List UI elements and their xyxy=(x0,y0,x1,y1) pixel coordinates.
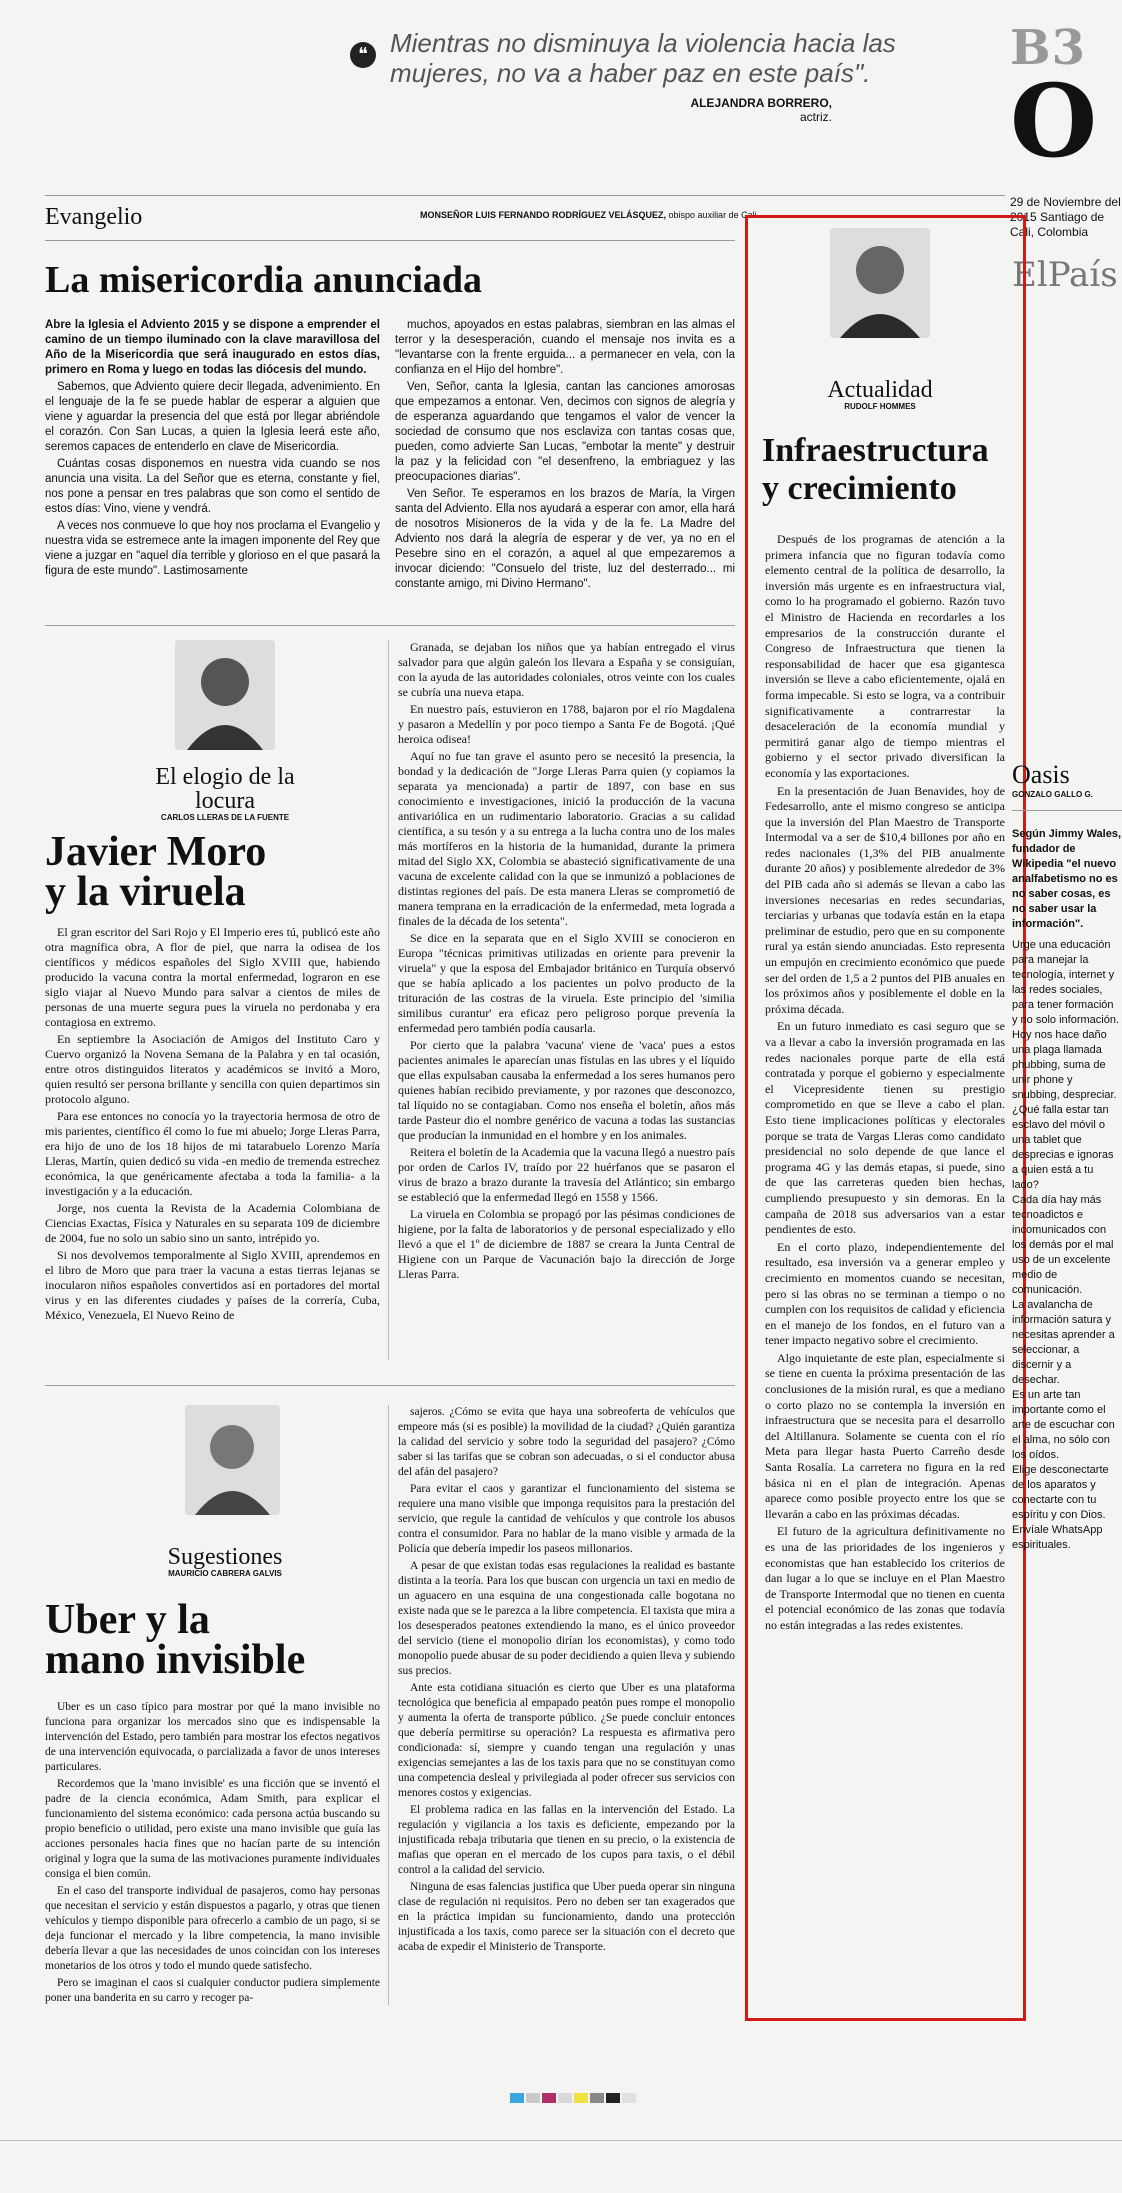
color-swatch xyxy=(590,2093,604,2103)
evangelio-col-2: muchos, apoyados en estas palabras, siembran en las almas el terror y la desesperación, cuando el mensaje nos invita es a "levantarse con la frente erguida... a permanecer en vela, con la confianza en el Hijo del hombre". Ven, Señor, canta la Iglesia, cantan las canciones amorosas que empezamos a entonar. Ven, decimos con signos de alegría y de esperanza aguardando que tengamos el valor de vencer la sociedad de consumo que nos esclaviza con tantas cosas que, pueden, como advierte San Lucas, "embotar la mente" y destruir la paz y la felicidad con "el desenfreno, la embriaguez y las preocupaciones diarias". Ven Señor. Te esperamos en los brazos de María, la Virgen santa del Adviento. Ella nos ayudará a esperar con amor, ella hará de nosotros Misioneros de la vida y de la fe. La Madre del Adviento nos dará la alegría de esperar y de ver, ya no en el Pesebre sino en el corazón, a aquel al que empezaremos a invocar diciendo: "Consuelo del triste, luz del desterrado... mi constante amigo, mi Divino Hermano". xyxy=(395,319,735,590)
oasis-body: Urge una educación para manejar la tecnología, internet y las redes sociales, para tener formación y no solo información. Hoy nos hace daño una plaga llamada phubbing, suma de unir phone y snubbing, despreciar. ¿Qué falla estar tan esclavo del móvil o una tablet que desprecias e ignoras a quien está a tu lado? Cada día hay más tecnoadictos e incomunicados con los demás por el mal uso de un excelente medio de comunicación. La avalancha de información satura y necesitas aprender a seleccionar, a discernir y a desechar. Es un arte tan importante como el arte de escuchar con el alma, no sólo con los oídos. Elige desconectarte de los aparatos y conectarte con tu espíritu y con Dios. Envíale WhatsApp espirituales. xyxy=(1012,939,1119,1551)
quote-icon: ❝ xyxy=(350,42,376,68)
page-logo xyxy=(1010,20,1122,180)
footer-divider xyxy=(0,2140,1122,2141)
sugestiones-col-2: sajeros. ¿Cómo se evita que haya una sobreoferta de vehículos que empeore más (si es posible) la movilidad de la ciudad? ¿Quién garantiza la calidad del servicio y sobre todo la seguridad del pasajero? ¿Cómo saber si las tarifas que se cobran son adecuadas, o si el conductor abusa del afán del pasajero? Para evitar el caos y garantizar el funcionamiento del sistema se requiere una mano visible que imponga requisitos para la prestación del servicio, que regule la cantidad de vehículos y que controle los abusos contra el consumidor. Para no hablar de la mano visible y armada de la Policía que debería impedir los paseos millonarios. A pesar de que existan todas esas regulaciones la realidad es bastante distinta a la teoría. Para los que buscan con urgencia un taxi en medio de un aguacero en una esquina de una congestionada calle bogotana no existe nada que se le parezca a la libre competencia. El taxista que mira a los desesperados peatones extendiendo la mano, es el único proveedor del servicio (tiene el monopolio dirían los economistas), y como todo monopolio puede abusar de su poder decidiendo a quien lleva y subiendo sus precios. Ante esta cotidiana situación es cierto que Uber es una plataforma tecnológica que beneficia al empapado peatón pues rompe el monopolio y aumenta la oferta de transporte público. ¿Se puede concluir entonces que debería permitirse su operación? La respuesta es afirmativa pero condicionada: sí, siempre y cuando tengan una regulación y unas exigencias semejantes a las de los taxis para que no se constituyan como una competencia desleal y privilegiada al poder ofrecer sus servicios con menores costos y exigencias. El problema radica en las fallas en la intervención del Estado. La regulación y vigilancia a los taxis es deficiente, empezando por la injustificada rebaja tributaria que tienen en su precio, o la existencia de mafias que operan en el mercado de los cupos para taxis, o el débil control a la calidad del servicio. Ninguna de esas falencias justifica que Uber pueda operar sin ninguna clase de regulación ni requisitos. Pero no deben ser tan exagerados que en la práctica impidan su funcionamiento, dando una protección injustificada a los taxis, como parece ser la situación con el decreto que acaba de expedir el Ministerio de Transporte. xyxy=(398,1406,735,1953)
oasis-author: GONZALO GALLO G. xyxy=(1012,790,1093,799)
color-swatch xyxy=(542,2093,556,2103)
actualidad-column-name: Actualidad xyxy=(827,377,933,403)
color-swatch xyxy=(558,2093,572,2103)
evangelio-divider xyxy=(45,240,735,241)
sugestiones-title: Uber y la mano invisible xyxy=(45,1597,306,1683)
actualidad-title: Infraestructura y crecimiento xyxy=(762,432,989,507)
author-photo-hommes xyxy=(830,228,930,338)
elogio-column-name: El elogio de la locura xyxy=(155,764,295,814)
oasis-quote: Según Jimmy Wales, fundador de Wikipedia "el nuevo analfabetismo no es no saber cosas, es no saber usar la información". xyxy=(1012,828,1122,930)
quote-author xyxy=(690,96,832,124)
dateline: 29 de Noviembre del 2015 Santiago de Cali, Colombia xyxy=(1010,195,1121,239)
actualidad-body: Después de los programas de atención a la primera infancia que no figuran todavía como elemento central de la política de desarrollo, la inversión más urgente es en infraestructura vial, como lo ha programado el gobierno. Razón tuvo el Ministro de Hacienda en recordarles a los empresarios de la construcción durante el Congreso de Infraestructura que tienen la responsabilidad de hacer que esa gigantesca inversión se lleve a cabo eficientemente, ojalá en forma impecable. Si esto se logra, va a contribuir significativamente a contrarrestar la desaceleración de la economía mundial y permitirá ganar algo de tiempo mientras el gobierno y el sector privado diversifican la economía y las exportaciones. En la presentación de Juan Benavides, hoy de Fedesarrollo, ante el mismo congreso se anticipa que la inversión del Plan Maestro de Transporte Intermodal va a ser de $10,4 billones por año en redes nacionales (1,3% del PIB anualmente durante 20 años) y posiblemente alrededor de 3% del PIB cada año si además se llevan a cabo las inversiones necesarias en redes secundarias, terciarias y urbanas que todavía están en la etapa preliminar de estudio, pero que en su componente rural ya están siendo anunciadas. Esto representa un empujón en crecimiento económico que puede ser del orden de 1,5 a 2 puntos del PIB anuales en los próximos años y posiblemente el doble en la próxima década. En un futuro inmediato es casi seguro que se va a llevar a cabo la inversión programada en las redes nacionales porque parte de ella está contratada y porque el gobierno y especialmente el Vicepresidente tienen su prestigio comprometido en que se lleve a cabo el plan. Esto tiene implicaciones políticas y electorales porque se trata de Vargas Lleras como candidato presidencial no solo depende de que lance el programa 4G y las demás etapas, si puede, sino de que las carreteras queden bien hechas, cumpliendo presupuesto y sin demoras. En la campaña de 2018 sus adversarios van a estar pendientes de esto. En el corto plazo, independientemente del resultado, esa inversión va a generar empleo y crecimiento en momentos cuando se necesitan, pero si las obras no se terminan a tiempo o no cumplen con los requisitos de calidad y eficiencia en el manejo de los fondos, en el futuro van a tener impacto negativo sobre el crecimiento. Algo inquietante de este plan, especialmente si se tiene en cuenta la próxima presentación de las conclusiones de la misión rural, es que a mediano o corto plazo no se contempla la inversión en infraestructura que se necesita para el desarrollo del Altillanura. Solamente se cuenta con el río Meta para llegar hasta Puerto Carreño desde Santa Rosalía. La carretera no figura en la red básica ni en el plan de integración. Apenas aparece como posible proyecto entre los que se llevarán a cabo en las próximas décadas. El futuro de la agricultura definitivamente no es una de las prioridades de los ingenieros y economistas que han establecido los criterios de dan lugar a lo que se incluye en el Plan Maestro de Transporte Intermodal que no tienen en cuenta el potencial económico de las zonas que todavía no están integradas a las redes existentes. xyxy=(765,532,1005,1632)
color-swatch xyxy=(622,2093,636,2103)
color-swatch xyxy=(606,2093,620,2103)
portrait-icon xyxy=(830,228,930,338)
column-divider xyxy=(388,1405,389,2005)
section-evangelio: Evangelio xyxy=(45,204,143,230)
evangelio-byline: MONSEÑOR LUIS FERNANDO RODRÍGUEZ VELÁSQUEZ, obispo auxiliar de Cali xyxy=(420,210,757,220)
brand-logo: ElPaís xyxy=(1012,255,1118,295)
sugestiones-author: MAURICIO CABRERA GALVIS xyxy=(168,1569,282,1578)
page-letter: O xyxy=(1010,62,1098,180)
oasis-column xyxy=(1012,760,1122,1553)
header-quote-text: Mientras no disminuya la violencia hacia las mujeres, no va a haber paz en este país". xyxy=(390,28,896,88)
elogio-title: Javier Moro y la viruela xyxy=(45,829,267,915)
author-photo-lleras xyxy=(175,640,275,750)
page-code: B3 xyxy=(1010,20,1086,76)
sugestiones-column-name: Sugestiones xyxy=(167,1544,283,1570)
evangelio-lead: Abre la Iglesia el Adviento 2015 y se dispone a emprender el camino de un tiempo iluminado con la clave maravillosa del Año de la Misericordia que será inaugurado en estos días, primero en Roma y luego en todas las diócesis del mundo. xyxy=(45,319,380,376)
evangelio-title: La misericordia anunciada xyxy=(45,259,483,301)
quote-author-name: ALEJANDRA BORRERO, xyxy=(690,96,832,110)
oasis-column-name: Oasis xyxy=(1012,760,1070,789)
elogio-label xyxy=(135,765,315,822)
portrait-icon xyxy=(175,640,275,750)
oasis-divider xyxy=(1012,810,1122,811)
section-divider xyxy=(45,625,735,626)
evangelio-col-1: Abre la Iglesia el Adviento 2015 y se dispone a emprender el camino de un tiempo iluminado con la clave maravillosa del Año de la Misericordia que será inaugurado en estos días, primero en Roma y luego en todas las diócesis del mundo. Sabemos, que Adviento quiere decir llegada, advenimiento. En el lenguaje de la fe se puede hablar de esperar a alguien que viene y aguardar la presencia del que está por llegar abriéndole el corazón. Con San Lucas, a quien la Iglesia leerá este año, seremos capaces de entenderlo en clave de Misericordia. Cuántas cosas disponemos en nuestra vida cuando se nos anuncia una visita. La del Señor que es eterna, constante y fiel, nos pone a pensar en tres palabras que son como el sentido de estos días: Vino, viene y vendrá. A veces nos conmueve lo que hoy nos proclama el Evangelio y nuestra vida se estremece ante la imagen imponente del Rey que viene a juzgar en "aquel día terrible y glorioso en el que pasará la figura de este mundo". Lastimosamente xyxy=(45,319,380,577)
color-swatch xyxy=(574,2093,588,2103)
elogio-col-1: El gran escritor del Sari Rojo y El Imperio eres tú, publicó este año otra magnífica obra, A flor de piel, que narra la odisea de los científicos y médicos españoles del Siglo XVIII que, habiendo producido la vacuna contra la mortal enfermedad, lograron en ese siglo viajar al Nuevo Mundo para salvar a cientos de miles de personas de una muerte segura pues la viruela no perdonaba y era contagiosa en extremo. En septiembre la Asociación de Amigos del Instituto Caro y Cuervo organizó la Novena Semana de la Palabra y en tal ocasión, entre otros distinguidos literatos y académicos se invitó a Moro, quien resultó ser persona brillante y sencilla con quien departimos sin protocolo alguno. Para ese entonces no conocía yo la trayectoria hermosa de otro de mis parientes, científico él como lo fue mi abuelo; Jorge Lleras Parra, era hijo de uno de los 18 hijos de mi tatarabuelo Lorenzo María Lleras, Martín, quien dedicó su vida -en medio de tremenda estrechez económica, la que genéricamente afectaba a toda la familia- a la investigación y a la educación. Jorge, nos cuenta la Revista de la Academia Colombiana de Ciencias Exactas, Física y Naturales en su separata 109 de diciembre de 2004, fue no solo un sabio sino un santo, intrépido yo. Si nos devolvemos temporalmente al Siglo XVIII, aprendemos en el libro de Moro que para traer la vacuna a estas tierras lejanas se inocularon niños españoles convertidos así en portadores del mortal virus y en las diferentes ciudades y países de la correría, Cuba, México, Venezuela, El Nuevo Reino de xyxy=(45,925,380,1322)
quote-author-role: actriz. xyxy=(799,110,832,124)
sugestiones-label xyxy=(135,1545,315,1578)
portrait-icon xyxy=(185,1405,280,1515)
actualidad-label xyxy=(780,378,980,411)
color-swatch xyxy=(526,2093,540,2103)
author-photo-cabrera xyxy=(185,1405,280,1515)
color-swatch xyxy=(510,2093,524,2103)
header-divider xyxy=(45,195,1005,196)
header-quote xyxy=(330,20,930,100)
elogio-author: CARLOS LLERAS DE LA FUENTE xyxy=(160,813,290,822)
section-divider xyxy=(45,1385,735,1386)
column-divider xyxy=(388,640,389,1360)
color-registration-bar xyxy=(510,2090,638,2108)
elogio-col-2: Granada, se dejaban los niños que ya habían entregado el virus salvador para que algún galeón los llevara a España y se consiguían, con la ayuda de las autoridades coloniales, otros veinte con los cuales se cubría una nueva etapa. En nuestro país, estuvieron en 1788, bajaron por el río Magdalena y pasaron a Medellín y por poco tiempo a Santa Fe de Bogotá. ¡Qué heroica odisea! Aquí no fue tan grave el asunto pero se necesitó la presencia, la bondad y la dedicación de "Jorge Lleras Parra quien (y copiamos la separata ya mencionada) a partir de 1897, con base en sus conocimiento e investigaciones, inició la producción de la vacuna antivariólica en un rudimentario laboratorio. Gracias a su calidad científica, a su tesón y a su entrega a la lucha contra uno de los males más mortíferos en la historia de la humanidad, durante la primera mitad del Siglo XX, Colombia se abasteció significativamente de una vacuna de excelente calidad con la que se inmunizó a poblaciones de distintas regiones del país. De esta manera Lleras se comprometió de manera temprana en la erradicación de la enfermedad, meta lograda a finales de la década de los setenta". Se dice en la separata que en el Siglo XVIII se conocieron en Europa "técnicas primitivas utilizadas en oriente para prevenir la viruela" y que la esposa del Embajador británico en Turquía observó que se había aplicado a los pacientes un polvo producto de la trituración de las costras de la viruela. Este principio del 'similia similibus curantur' era eficaz pero peligroso porque prevenía la enfermedad pero también podía causarla. Por cierto que la palabra 'vacuna' viene de 'vaca' pues a estos pacientes animales le aparecían unas fístulas en las ubres y el líquido que ellas expulsaban causaba la enfermedad a los seres humanos pero quienes habían recibido previamente, y por razones que desconozco, tal líquido no se contagiaban. Como nos enseña el boletín, años más tarde Pasteur dio el nombre genérico de vacuna a todas las sustancias que producían la inmunidad en el hombre y en los animales. Reitera el boletín de la Academia que la vacuna llegó a nuestro país por orden de Carlos IV, traído por 22 huérfanos que se pasaron el virus de brazo a brazo durante la travesía del Atlántico; sin embargo se estableció que la enfermedad llegó en 1558 y 1566. La viruela en Colombia se propagó por las pésimas condiciones de higiene, por la falta de laboratorios y de personal especializado y ello llevó a que el 1º de diciembre de 1887 se creara la Junta Central de Higiene con un Parque de Vacunación bajo la dirección de Jorge Lleras Parra. xyxy=(398,640,735,1281)
sugestiones-col-1: Uber es un caso típico para mostrar por qué la mano invisible no funciona para organizar los mercados sino que es indispensable la intervención del Estado, pero también para mostrar los efectos negativos de una intervención equivocada, o parcializada a favor de unos intereses particulares. Recordemos que la 'mano invisible' es una ficción que se inventó el padre de la ciencia económica, Adam Smith, para explicar el funcionamiento del sistema económico: cada persona actúa buscando su propio beneficio o utilidad, pero existe una mano invisible que guía las acciones personales hacia fines que no hacían parte de su intención original y logra que la suma de las motivaciones puramente individuales consiga el bien común. En el caso del transporte individual de pasajeros, como hay personas que necesitan el servicio y están dispuestos a pagarlo, y otras que tienen vehículos y tiempo disponible para ofrecerlo a cambio de un pago, si se deja funcionar el mercado y la libre competencia, la mano invisible debería llevar a que las necesidades de unos coincidan con los intereses monetarios de los otros y todo el mundo quede satisfecho. Pero se imaginan el caos si cualquier conductor pudiera simplemente poner una banderita en su carro y recoger pa- xyxy=(45,1701,380,2004)
actualidad-author: RUDOLF HOMMES xyxy=(844,402,916,411)
